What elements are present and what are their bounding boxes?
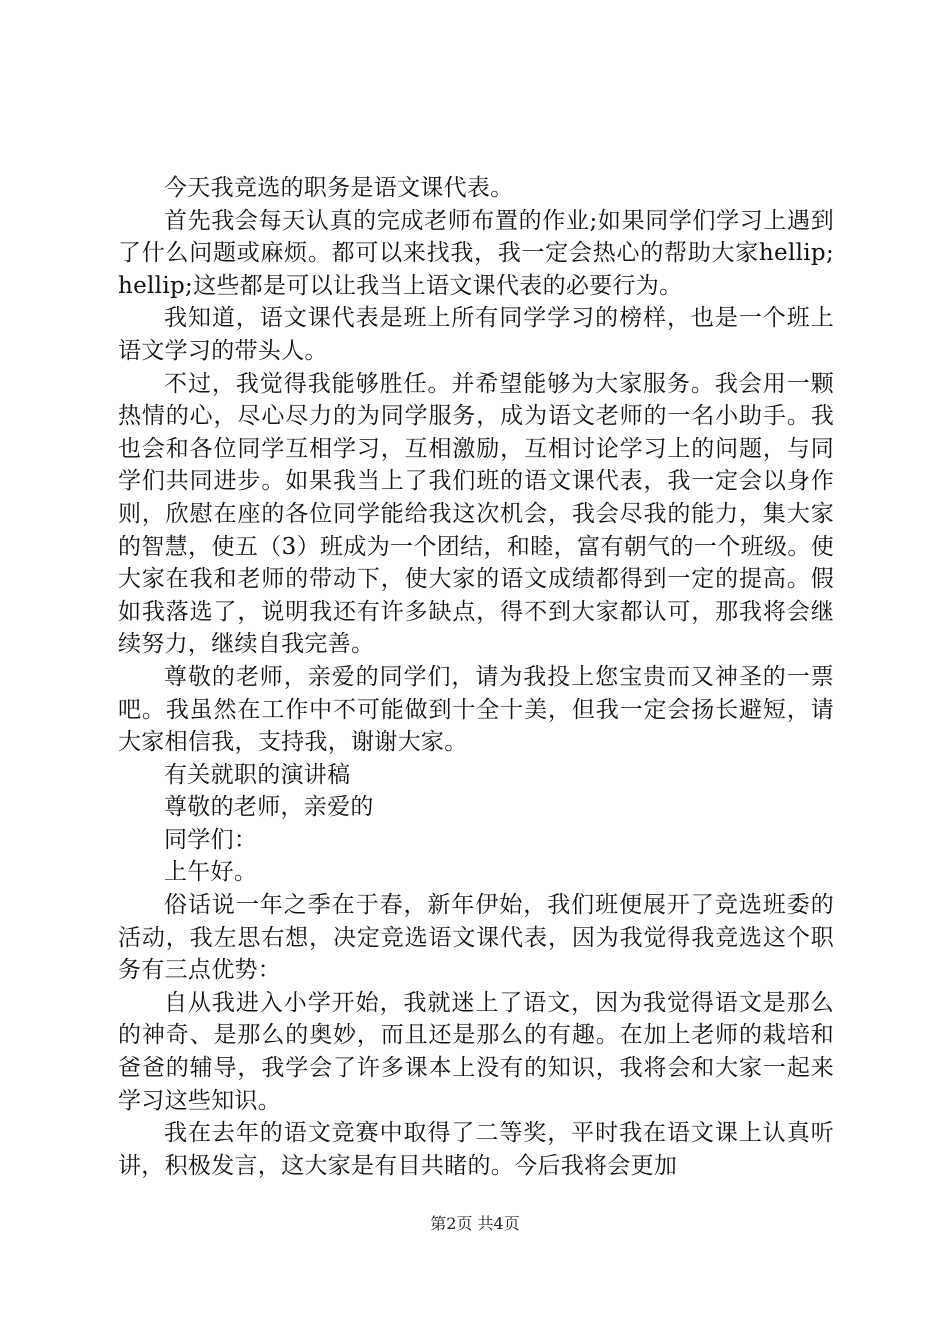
paragraph-8: 我在去年的语文竞赛中取得了二等奖，平时我在语文课上认真听讲，积极发言，这大家是有目共睹的。今后我将会更加	[118, 1120, 834, 1179]
salutation-line-1: 尊敬的老师，亲爱的	[164, 794, 374, 821]
paragraph-1: 今天我竞选的职务是语文课代表。	[164, 175, 514, 201]
paragraph-3: 我知道，语文课代表是班上所有同学学习的榜样，也是一个班上语文学习的带头人。	[118, 305, 834, 364]
greeting: 上午好。	[164, 859, 258, 886]
salutation-line-2: 同学们：	[164, 826, 258, 853]
section-title: 有关就职的演讲稿	[164, 761, 351, 788]
paragraph-6: 俗话说一年之季在于春，新年伊始，我们班便展开了竞选班委的活动，我左思右想，决定竞选语文课代表，因为我觉得我竞选这个职务有三点优势：	[118, 892, 834, 984]
paragraph-5: 尊敬的老师，亲爱的同学们，请为我投上您宝贵而又神圣的一票吧。我虽然在工作中不可能做到十全十美，但我一定会扬长避短，请大家相信我，支持我，谢谢大家。	[118, 663, 834, 756]
paragraph-2: 首先我会每天认真的完成老师布置的作业;如果同学们学习上遇到了什么问题或麻烦。都可以来找我，我一定会热心的帮助大家hellip;hellip;这些都是可以让我当上语文课代表的必要行为。	[118, 207, 834, 299]
document-body	[118, 172, 834, 1182]
paragraph-4: 不过，我觉得我能够胜任。并希望能够为大家服务。我会用一颗热情的心，尽心尽力的为同学服务，成为语文老师的一名小助手。我也会和各位同学互相学习，互相激励，互相讨论学习上的问题，与同学们共同进步。如果我当上了我们班的语文课代表，我一定会以身作则，欣慰在座的各位同学能给我这次机会，我会尽我的能力，集大家的智慧，使五（3）班成为一个团结，和睦，富有朝气的一个班级。使大家在我和老师的带动下，使大家的语文成绩都得到一定的提高。假如我落选了，说明我还有许多缺点，得不到大家都认可，那我将会继续努力，继续自我完善。	[118, 370, 834, 658]
paragraph-7: 自从我进入小学开始，我就迷上了语文，因为我觉得语文是那么的神奇、是那么的奥妙，而且还是那么的有趣。在加上老师的栽培和爸爸的辅导，我学会了许多课本上没有的知识，我将会和大家一起来学习这些知识。	[118, 989, 834, 1114]
page-number-footer: 第2页 共4页	[430, 1214, 520, 1233]
